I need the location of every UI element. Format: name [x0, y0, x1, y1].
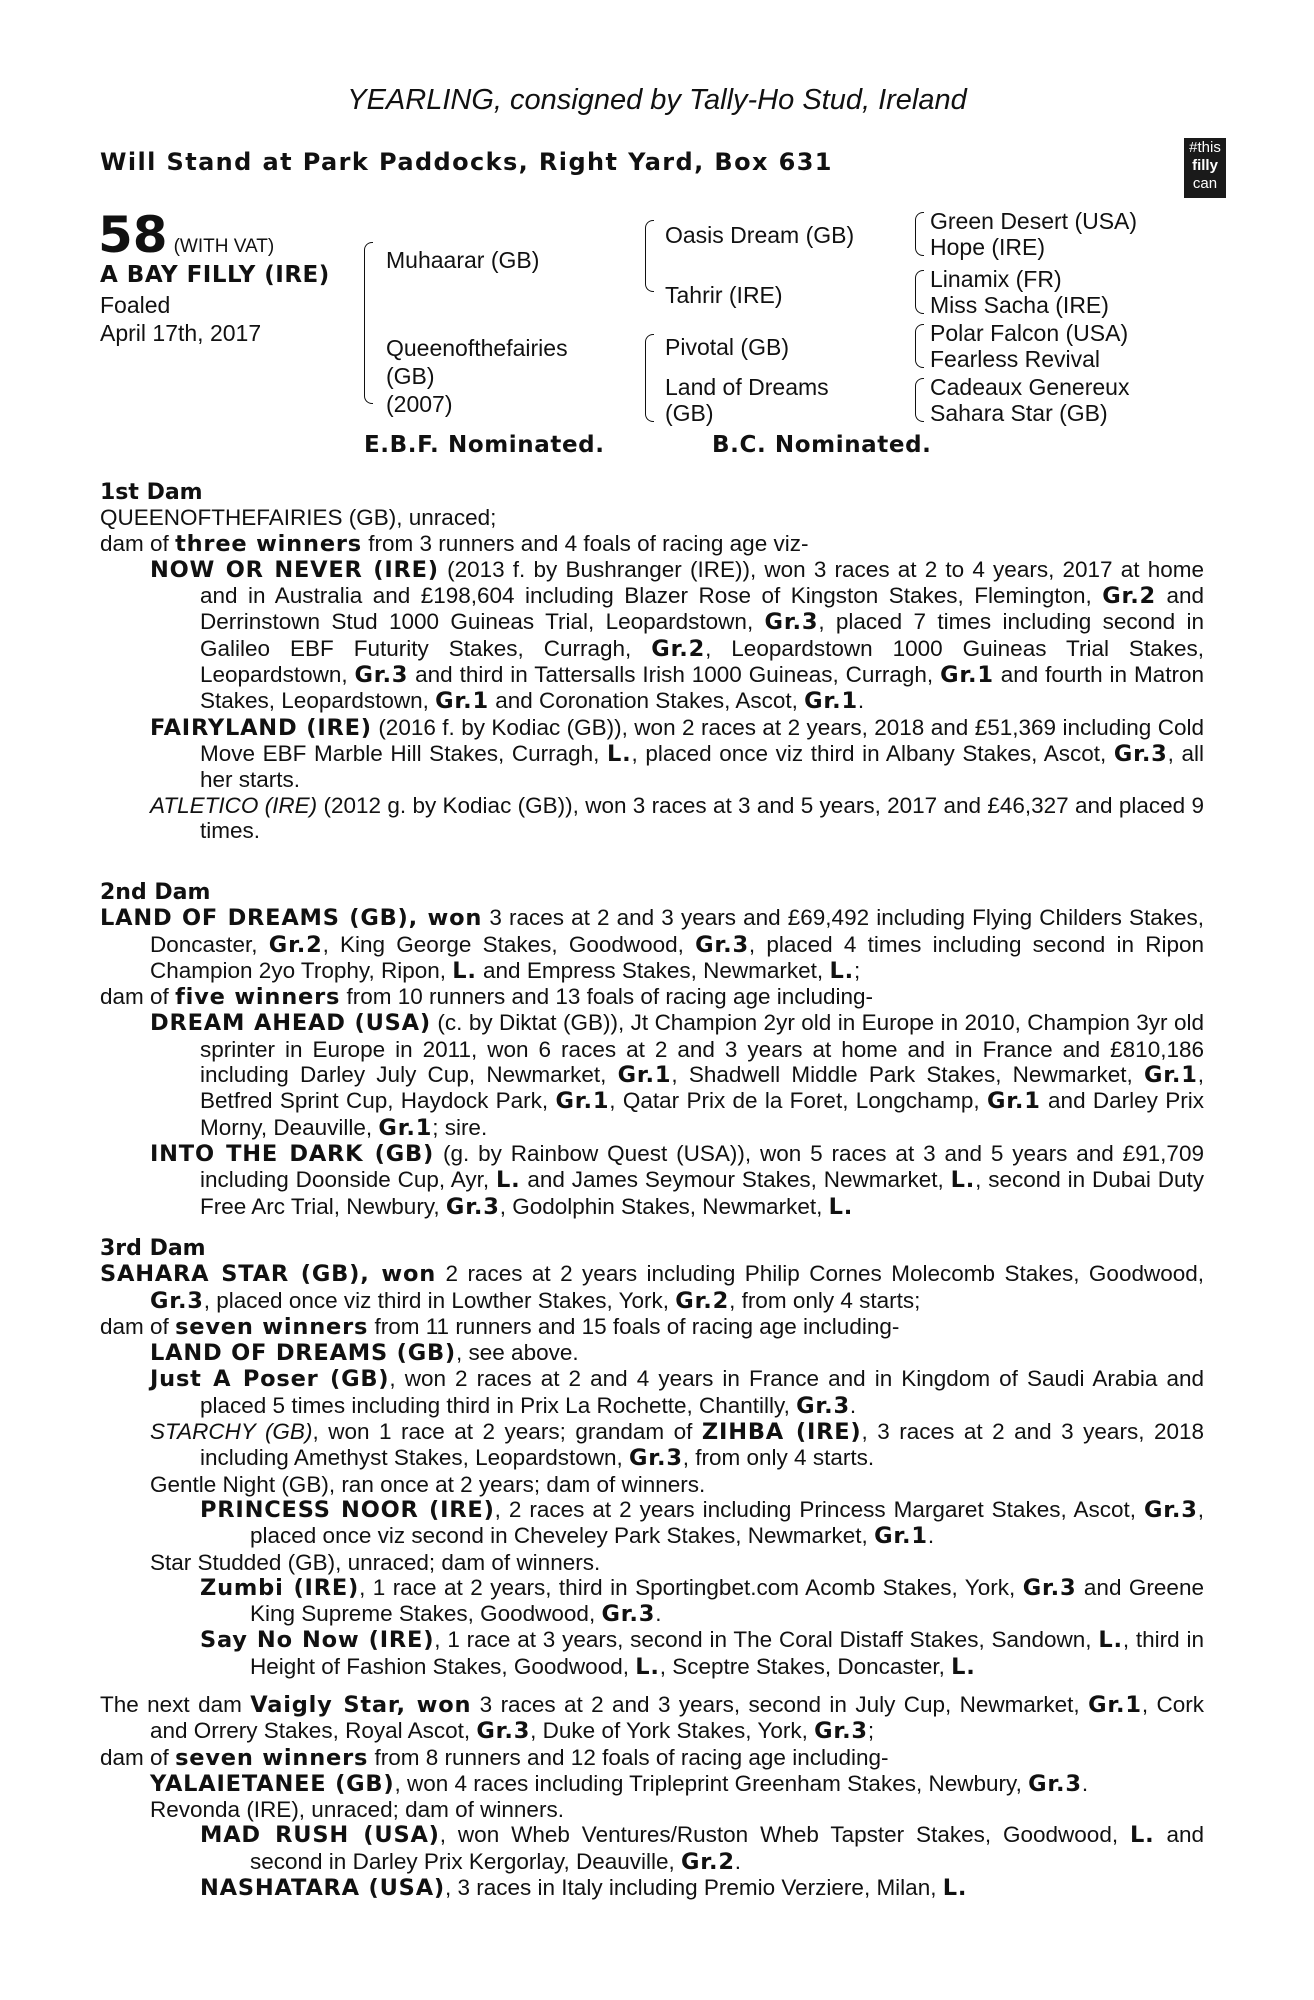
- first-dam-section: [100, 480, 1204, 843]
- produce-summary: dam of seven winners from 11 runners and 15 foals of racing age including-: [100, 1313, 900, 1340]
- grand-produce-entry: MAD RUSH (USA), won Wheb Ventures/Ruston Wheb Tapster Stakes, Goodwood, L. and second in Darley Prix Kergorlay, Deauville, Gr.2.: [200, 1822, 1204, 1875]
- sd-sire: Linamix (FR): [930, 266, 1062, 292]
- foaled-label: Foaled: [100, 292, 171, 318]
- dam-record: SAHARA STAR (GB), won 2 races at 2 years including Philip Cornes Molecomb Stakes, Goodwood, Gr.3, placed once viz third in Lowther Stakes, York, Gr.2, from only 4 starts;: [100, 1261, 1205, 1314]
- pedigree-brace: [645, 220, 654, 292]
- lot-name: A BAY FILLY (IRE): [100, 262, 330, 288]
- grand-produce-entry: NASHATARA (USA), 3 races in Italy including Premio Verziere, Milan, L.: [200, 1875, 968, 1902]
- produce-summary: dam of three winners from 3 runners and 4 foals of racing age viz-: [100, 530, 809, 557]
- ss-dam: Hope (IRE): [930, 234, 1046, 260]
- section-heading: 3rd Dam: [100, 1236, 206, 1261]
- produce-entry: INTO THE DARK (GB) (g. by Rainbow Quest (USA)), won 5 races at 3 and 5 years and £91,709 including Doonside Cup, Ayr, L. and James Seymour Stakes, Newmarket, L., second in Dubai Duty Free Arc Trial, Newbury, Gr.3, Godolphin Stakes, Newmarket, L.: [150, 1140, 1204, 1220]
- lot-info: [98, 206, 330, 346]
- produce-entry: Revonda (IRE), unraced; dam of winners.: [150, 1797, 564, 1823]
- ebf-nominated: E.B.F. Nominated.: [364, 432, 605, 458]
- produce-entry: Just A Poser (GB), won 2 races at 2 and 4 years in France and in Kingdom of Saudi Arabia and placed 5 times including third in Prix La Rochette, Chantilly, Gr.3.: [150, 1366, 1204, 1419]
- produce-entry: NOW OR NEVER (IRE) (2013 f. by Bushranger (IRE)), won 3 races at 2 to 4 years, 2017 at home and in Australia and £198,604 including Blazer Rose of Kingston Stakes, Flemington, Gr.2 and Derrinstown Stud 1000 Guineas Trial, Leopardstown, Gr.3, placed 7 times including second in Galileo EBF Futurity Stakes, Curragh, Gr.2, Leopardstown 1000 Guineas Trial Stakes, Leopardstown, Gr.3 and third in Tattersalls Irish 1000 Guineas, Curragh, Gr.1 and fourth in Matron Stakes, Leopardstown, Gr.1 and Coronation Stakes, Ascot, Gr.1.: [150, 556, 1205, 715]
- dam-record: The next dam Vaigly Star, won 3 races at 2 and 3 years, second in July Cup, Newmarket, Gr.1, Cork and Orrery Stakes, Royal Ascot, Gr.3, Duke of York Stakes, York, Gr.3;: [100, 1692, 1204, 1745]
- pedigree-brace: [915, 212, 924, 256]
- dd-dam: Sahara Star (GB): [930, 400, 1108, 426]
- grand-produce-entry: PRINCESS NOOR (IRE), 2 races at 2 years including Princess Margaret Stakes, Ascot, Gr.3, placed once viz second in Cheveley Park Stakes, Newmarket, Gr.1.: [200, 1496, 1204, 1550]
- third-dam-section: [100, 1236, 1204, 1680]
- dam-record: LAND OF DREAMS (GB), won 3 races at 2 and 3 years and £69,492 including Flying Childers Stakes, Doncaster, Gr.2, King George Stakes, Goodwood, Gr.3, placed 4 times including second in Ripon Champion 2yo Trophy, Ripon, L. and Empress Stakes, Newmarket, L.;: [100, 905, 1204, 984]
- dam-sire: Pivotal (GB): [665, 334, 789, 360]
- sd-dam: Miss Sacha (IRE): [930, 292, 1109, 318]
- pedigree-brace: [915, 378, 924, 422]
- produce-summary: dam of seven winners from 8 runners and 12 foals of racing age including-: [100, 1744, 889, 1771]
- pedigree-brace: [645, 334, 654, 422]
- ss-sire: Green Desert (USA): [930, 208, 1138, 234]
- section-heading: 1st Dam: [100, 480, 203, 505]
- dam-name: Queenofthefairies (GB) (2007): [386, 335, 568, 417]
- produce-entry: FAIRYLAND (IRE) (2016 f. by Kodiac (GB)), won 2 races at 2 years, 2018 and £51,369 including Cold Move EBF Marble Hill Stakes, Curragh, L., placed once viz third in Albany Stakes, Ascot, Gr.3, all her starts.: [150, 714, 1204, 793]
- produce-entry: STARCHY (GB), won 1 race at 2 years; grandam of ZIHBA (IRE), 3 races at 2 and 3 years, 2018 including Amethyst Stakes, Leopardstown, Gr.3, from only 4 starts.: [150, 1419, 1205, 1472]
- pedigree-brace: [915, 324, 924, 368]
- dam-intro: QUEENOFTHEFAIRIES (GB), unraced;: [100, 505, 497, 531]
- sire-dam: Tahrir (IRE): [665, 282, 783, 308]
- grand-produce-entry: Zumbi (IRE), 1 race at 2 years, third in Sportingbet.com Acomb Stakes, York, Gr.3 and Greene King Supreme Stakes, Goodwood, Gr.3.: [200, 1574, 1204, 1628]
- produce-entry: YALAIETANEE (GB), won 4 races including Tripleprint Greenham Stakes, Newbury, Gr.3.: [150, 1770, 1089, 1797]
- consignor-line: YEARLING, consigned by Tally-Ho Stud, Ireland: [347, 84, 967, 116]
- produce-entry: DREAM AHEAD (USA) (c. by Diktat (GB)), Jt Champion 2yr old in Europe in 2010, Champion 3yr old sprinter in Europe in 2011, won 6 races at 2 and 3 years at home and in France and £810,186 including Darley July Cup, Newmarket, Gr.1, Shadwell Middle Park Stakes, Newmarket, Gr.1, Betfred Sprint Cup, Haydock Park, Gr.1, Qatar Prix de la Foret, Longchamp, Gr.1 and Darley Prix Morny, Deauville, Gr.1; sire.: [150, 1010, 1204, 1141]
- produce-entry: Gentle Night (GB), ran once at 2 years; dam of winners.: [150, 1471, 706, 1497]
- foaled-date: April 17th, 2017: [100, 320, 262, 346]
- pedigree-brace: [915, 270, 924, 314]
- dd-sire: Cadeaux Genereux: [930, 374, 1130, 400]
- this-filly-can-logo: #this filly can: [1184, 138, 1226, 198]
- grand-produce-entry: Say No Now (IRE), 1 race at 3 years, second in The Coral Distaff Stakes, Sandown, L., third in Height of Fashion Stakes, Goodwood, L., Sceptre Stakes, Doncaster, L.: [200, 1627, 1204, 1680]
- vat-label: (WITH VAT): [173, 236, 275, 257]
- sire-sire: Oasis Dream (GB): [665, 222, 855, 248]
- produce-entry: LAND OF DREAMS (GB), see above.: [150, 1340, 579, 1367]
- stand-location: Will Stand at Park Paddocks, Right Yard, Box 631: [100, 148, 833, 176]
- fourth-dam-section: [100, 1692, 1204, 1901]
- produce-entry: ATLETICO (IRE) (2012 g. by Kodiac (GB)), won 3 races at 3 and 5 years, 2017 and £46,327 and placed 9 times.: [150, 792, 1205, 843]
- produce-entry: Star Studded (GB), unraced; dam of winners.: [150, 1549, 601, 1575]
- pedigree-brace: [364, 242, 373, 404]
- section-heading: 2nd Dam: [100, 880, 211, 905]
- ds-dam: Fearless Revival: [930, 346, 1100, 372]
- sire-name: Muhaarar (GB): [386, 247, 540, 273]
- lot-number: 58: [98, 206, 168, 264]
- ds-sire: Polar Falcon (USA): [930, 320, 1129, 346]
- produce-summary: dam of five winners from 10 runners and 13 foals of racing age including-: [100, 984, 874, 1011]
- bc-nominated: B.C. Nominated.: [712, 432, 932, 458]
- second-dam-section: [100, 880, 1204, 1220]
- dam-dam: Land of Dreams (GB): [665, 374, 829, 426]
